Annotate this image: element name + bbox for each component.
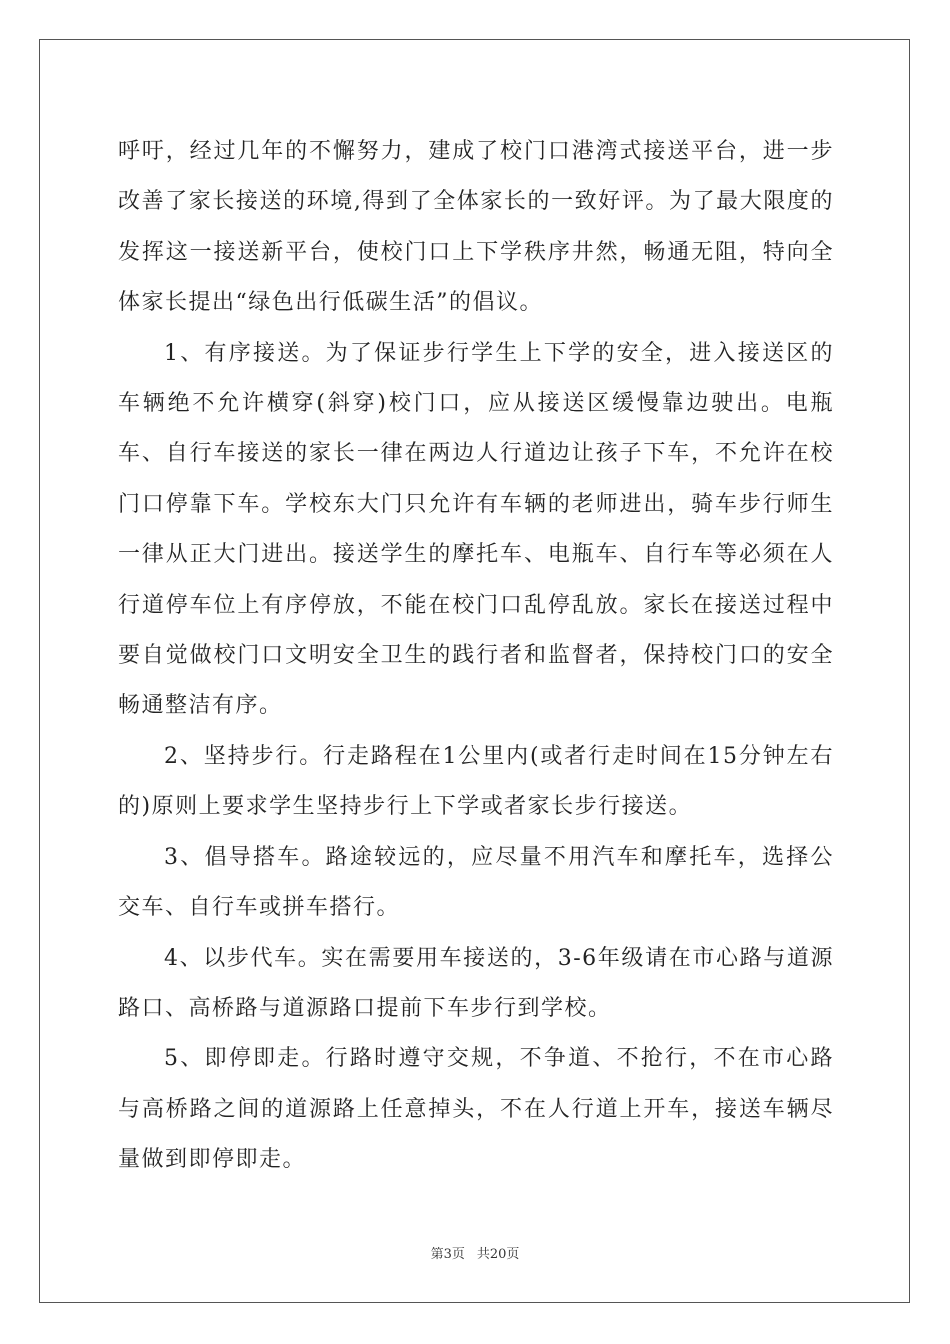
paragraph-item-5: 5、即停即走。行路时遵守交规，不争道、不抢行，不在市心路与高桥路之间的道源路上任意掉头，不在人行道上开车，接送车辆尽量做到即停即走。 — [118, 1046, 834, 1173]
paragraph-item-2: 2、坚持步行。行走路程在1公里内(或者行走时间在15分钟左右的)原则上要求学生坚持步行上下学或者家长步行接送。 — [118, 743, 834, 820]
page-total: 共20页 — [476, 1247, 520, 1262]
document-body — [118, 127, 834, 1186]
paragraph-item-3: 3、倡导搭车。路途较远的，应尽量不用汽车和摩托车，选择公交车、自行车或拼车搭行。 — [118, 844, 834, 921]
page-footer — [0, 1247, 950, 1263]
paragraph-intro: 呼吁，经过几年的不懈努力，建成了校门口港湾式接送平台，进一步改善了家长接送的环境,得到了全体家长的一致好评。为了最大限度的发挥这一接送新平台，使校门口上下学秩序井然，畅通无阻，特向全体家长提出“绿色出行低碳生活”的倡议。 — [118, 139, 834, 316]
page-number: 第3页 — [430, 1247, 465, 1262]
paragraph-item-1: 1、有序接送。为了保证步行学生上下学的安全，进入接送区的车辆绝不允许横穿(斜穿)校门口，应从接送区缓慢靠边驶出。电瓶车、自行车接送的家长一律在两边人行道边让孩子下车，不允许在校门口停靠下车。学校东大门只允许有车辆的老师进出，骑车步行师生一律从正大门进出。接送学生的摩托车、电瓶车、自行车等必须在人行道停车位上有序停放，不能在校门口乱停乱放。家长在接送过程中要自觉做校门口文明安全卫生的践行者和监督者，保持校门口的安全畅通整洁有序。 — [118, 340, 834, 719]
paragraph-item-4: 4、以步代车。实在需要用车接送的，3-6年级请在市心路与道源路口、高桥路与道源路口提前下车步行到学校。 — [118, 945, 834, 1021]
